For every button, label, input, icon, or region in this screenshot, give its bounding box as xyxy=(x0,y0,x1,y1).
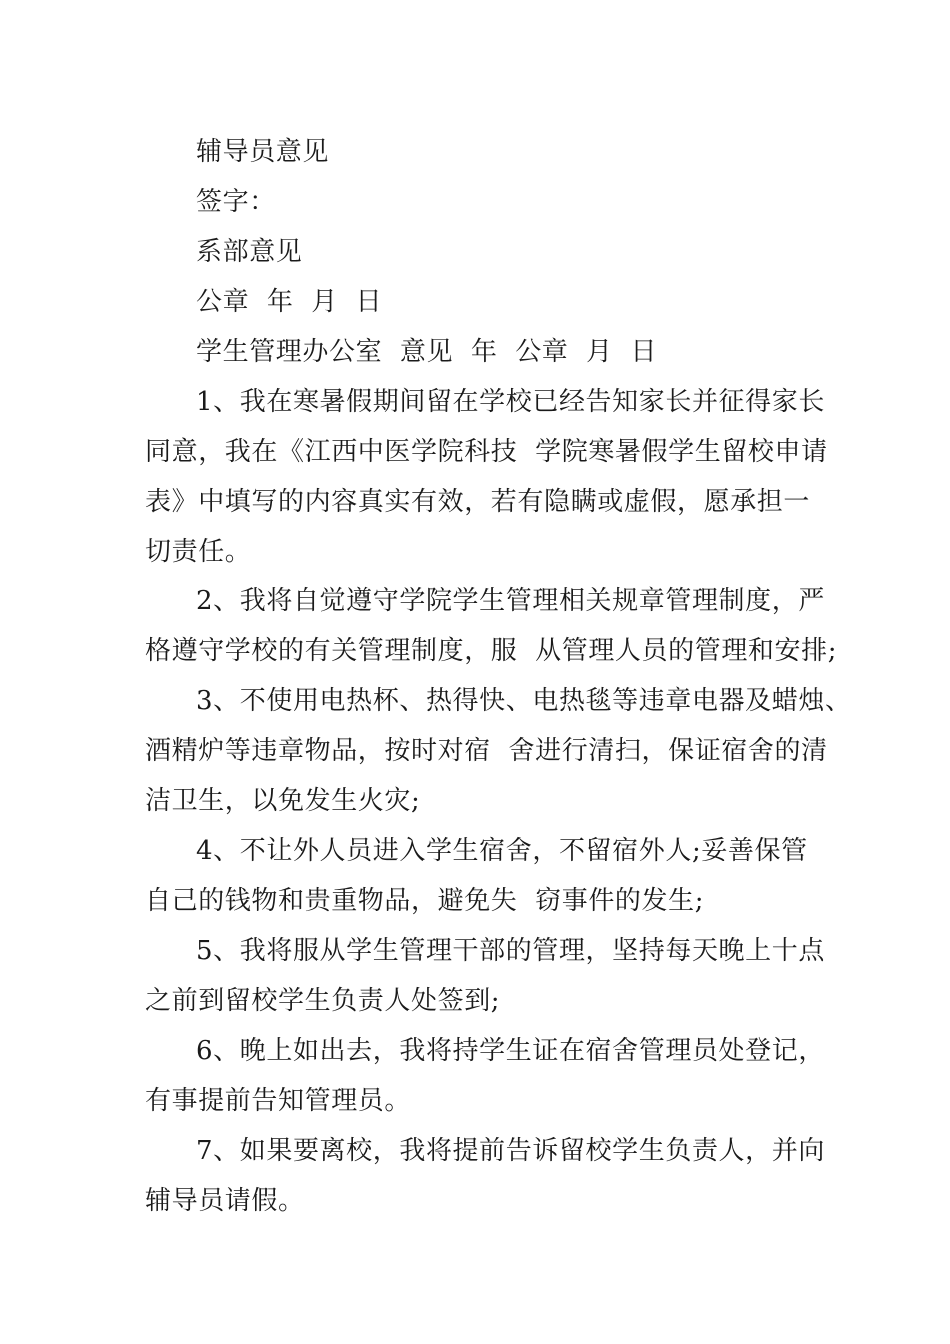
counselor-opinion-label: 辅导员意见 xyxy=(196,137,330,167)
pledge-5-line-2: 之前到留校学生负责人处签到; xyxy=(145,986,501,1016)
pledge-2-line-2: 格遵守学校的有关管理制度，服 从管理人员的管理和安排; xyxy=(145,636,838,666)
pledge-6-line-2: 有事提前告知管理员。 xyxy=(145,1086,412,1116)
pledge-1-line-3: 表》中填写的内容真实有效，若有隐瞒或虚假，愿承担一 xyxy=(145,487,811,517)
pledge-1-line-1: 1、我在寒暑假期间留在学校已经告知家长并征得家长 xyxy=(196,387,825,417)
student-office-opinion-line: 学生管理办公室 意见 年 公章 月 日 xyxy=(196,337,658,367)
pledge-3-line-1: 3、不使用电热杯、热得快、电热毯等违章电器及蜡烛、 xyxy=(196,686,852,716)
pledge-7-line-2: 辅导员请假。 xyxy=(145,1186,305,1216)
pledge-2-line-1: 2、我将自觉遵守学院学生管理相关规章管理制度，严 xyxy=(196,586,825,616)
pledge-7-line-1: 7、如果要离校，我将提前告诉留校学生负责人，并向 xyxy=(196,1136,825,1166)
pledge-3-line-3: 洁卫生，以免发生火灾; xyxy=(145,786,421,816)
department-opinion-label: 系部意见 xyxy=(196,237,303,267)
pledge-4-line-1: 4、不让外人员进入学生宿舍，不留宿外人;妥善保管 xyxy=(196,836,808,866)
signature-label: 签字： xyxy=(196,187,276,217)
pledge-1-line-2: 同意，我在《江西中医学院科技 学院寒暑假学生留校申请 xyxy=(145,437,828,467)
pledge-4-line-2: 自己的钱物和贵重物品，避免失 窃事件的发生; xyxy=(145,886,705,916)
pledge-3-line-2: 酒精炉等违章物品，按时对宿 舍进行清扫，保证宿舍的清 xyxy=(145,736,828,766)
pledge-6-line-1: 6、晚上如出去，我将持学生证在宿舍管理员处登记， xyxy=(196,1036,825,1066)
seal-date-line: 公章 年 月 日 xyxy=(196,287,383,317)
pledge-1-line-4: 切责任。 xyxy=(145,537,252,567)
pledge-5-line-1: 5、我将服从学生管理干部的管理，坚持每天晚上十点 xyxy=(196,936,825,966)
